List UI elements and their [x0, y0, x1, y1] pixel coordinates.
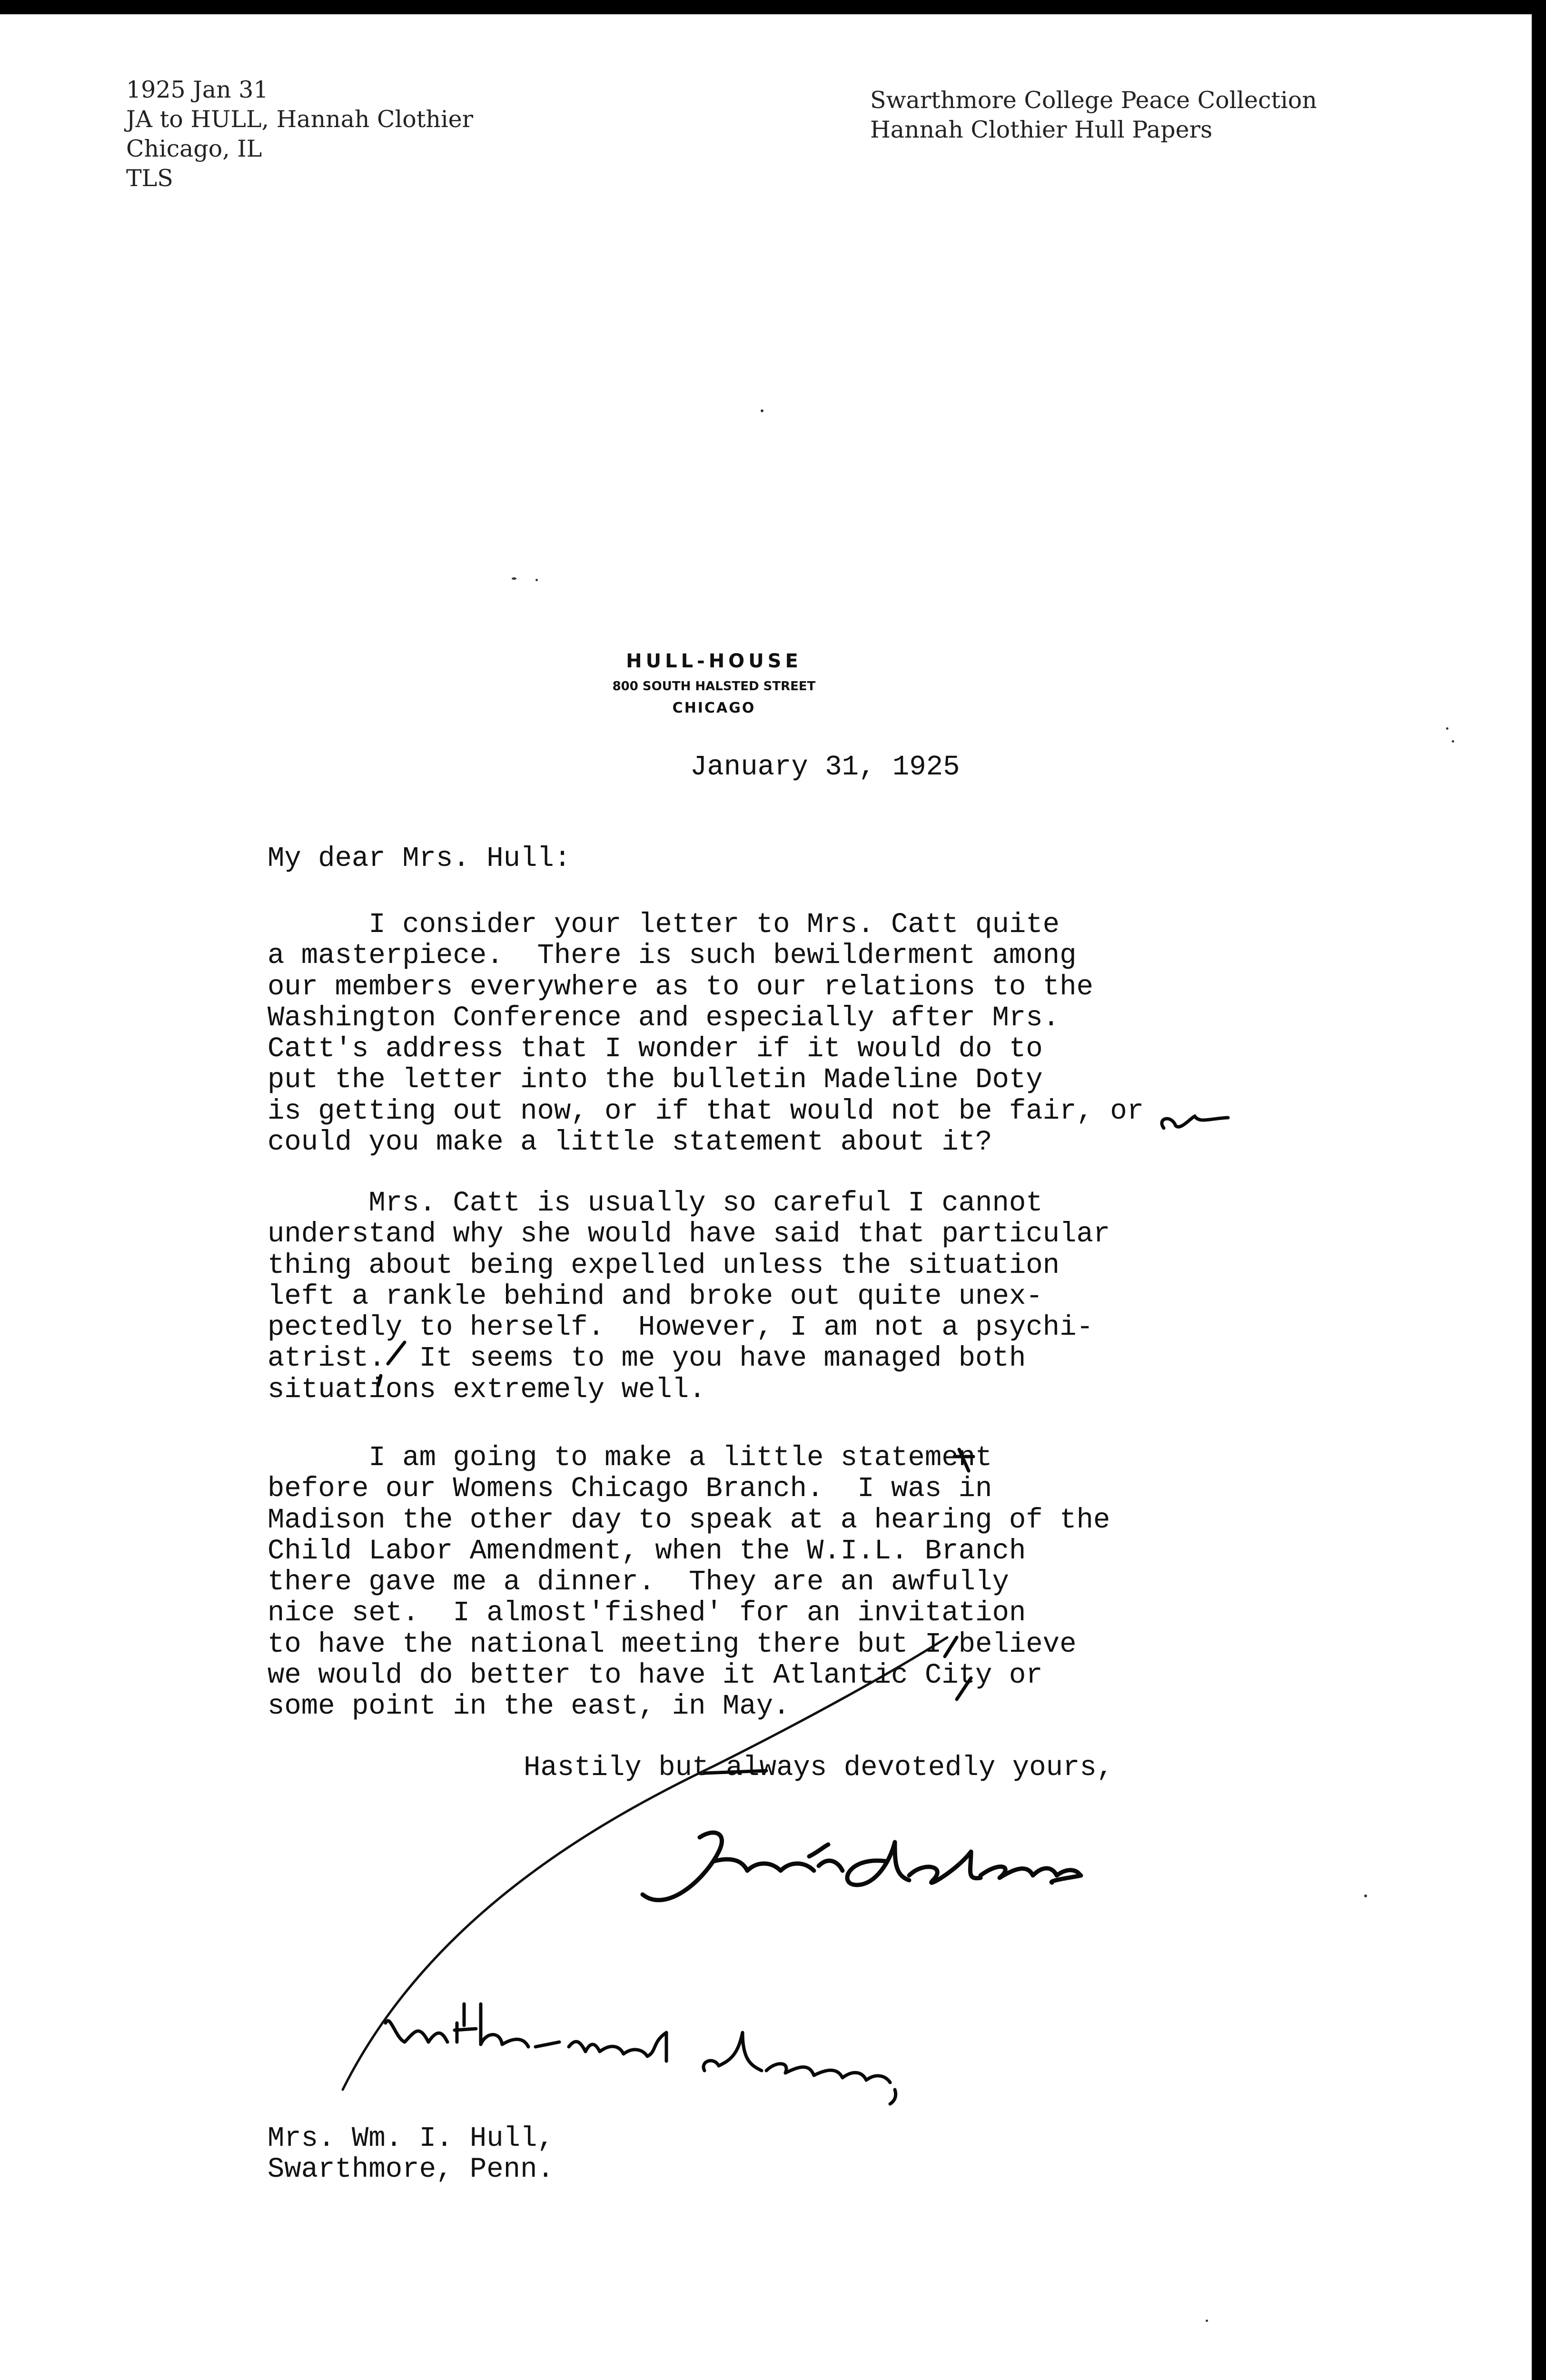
postscript-handwriting [386, 2004, 896, 2104]
recipient-address [268, 2123, 554, 2185]
letter-page [0, 14, 1532, 2380]
text-line: Child Labor Amendment, when the W.I.L. Branch [268, 1535, 1026, 1567]
recipient-name: Mrs. Wm. I. Hull, [268, 2122, 554, 2154]
text-line: before our Womens Chicago Branch. I was in [268, 1473, 992, 1505]
scan-speck [761, 409, 763, 412]
text-line: Washington Conference and especially after Mrs. [268, 1002, 1060, 1034]
correction-always [704, 1771, 766, 1773]
archive-papers: Hannah Clothier Hull Papers [870, 116, 1213, 143]
text-line: some point in the east, in May. [268, 1690, 790, 1723]
archive-correspondents: JA to HULL, Hannah Clothier [126, 106, 474, 133]
text-line: I am going to make a little statement [268, 1442, 992, 1474]
letterhead-street: 800 SOUTH HALSTED STREET [612, 679, 816, 694]
correction-pectedly [388, 1342, 405, 1364]
text-line: is getting out now, or if that would not be fair, or [268, 1095, 1144, 1127]
scan-speck [1206, 2320, 1208, 2322]
text-line: could you make a little statement about it? [268, 1126, 992, 1159]
text-line: atrist. It seems to me you have managed both [268, 1342, 1026, 1375]
scan-speck [535, 579, 538, 581]
text-line: there gave me a dinner. They are an awfully [268, 1566, 1009, 1598]
signature-jane-addams [643, 1833, 1081, 1900]
text-line: put the letter into the bulletin Madeline Doty [268, 1064, 1043, 1096]
scan-speck [1446, 727, 1448, 730]
text-line: Mrs. Catt is usually so careful I cannot [268, 1187, 1043, 1219]
text-line: Madison the other day to speak at a hearing of the [268, 1504, 1110, 1536]
text-line: I consider your letter to Mrs. Catt quite [268, 909, 1060, 941]
text-line: Catt's address that I wonder if it would do to [268, 1033, 1043, 1065]
archive-format: TLS [126, 165, 173, 192]
archive-collection: Swarthmore College Peace Collection [870, 87, 1317, 114]
scan-speck [1364, 1894, 1367, 1897]
letterhead-city: CHICAGO [672, 700, 756, 716]
text-line: situations extremely well. [268, 1373, 706, 1406]
text-line: we would do better to have it Atlantic City or [268, 1659, 1043, 1692]
text-line: pectedly to herself. However, I am not a psychi- [268, 1311, 1093, 1344]
text-line: left a rankle behind and broke out quite unex- [268, 1280, 1043, 1312]
text-line: a masterpiece. There is such bewilderment among [268, 940, 1077, 972]
correction-statement [954, 1449, 973, 1471]
scan-speck [1452, 740, 1454, 743]
text-line: to have the national meeting there but I believe [268, 1628, 1077, 1660]
scan-speck [512, 577, 516, 580]
archive-date: 1925 Jan 31 [126, 76, 268, 103]
recipient-place: Swarthmore, Penn. [268, 2153, 554, 2185]
text-line: understand why she would have said that particular [268, 1218, 1110, 1250]
text-line: thing about being expelled unless the situation [268, 1249, 1060, 1281]
text-line: nice set. I almost'fished' for an invitation [268, 1597, 1026, 1629]
correction-atlantic [957, 1678, 971, 1699]
correction-but [945, 1637, 957, 1656]
archive-place: Chicago, IL [126, 135, 262, 162]
correction-or [1162, 1116, 1228, 1128]
letter-date: January 31, 1925 [690, 751, 960, 783]
handwritten-corrections [378, 1116, 1228, 1773]
salutation: My dear Mrs. Hull: [268, 843, 571, 874]
letterhead-name: HULL-HOUSE [626, 650, 802, 672]
closing: Hastily but always devotedly yours, [524, 1752, 1114, 1784]
text-line: our members everywhere as to our relations to the [268, 971, 1093, 1003]
correction-atrist [378, 1376, 381, 1385]
handwriting-overlay [0, 14, 1532, 2380]
